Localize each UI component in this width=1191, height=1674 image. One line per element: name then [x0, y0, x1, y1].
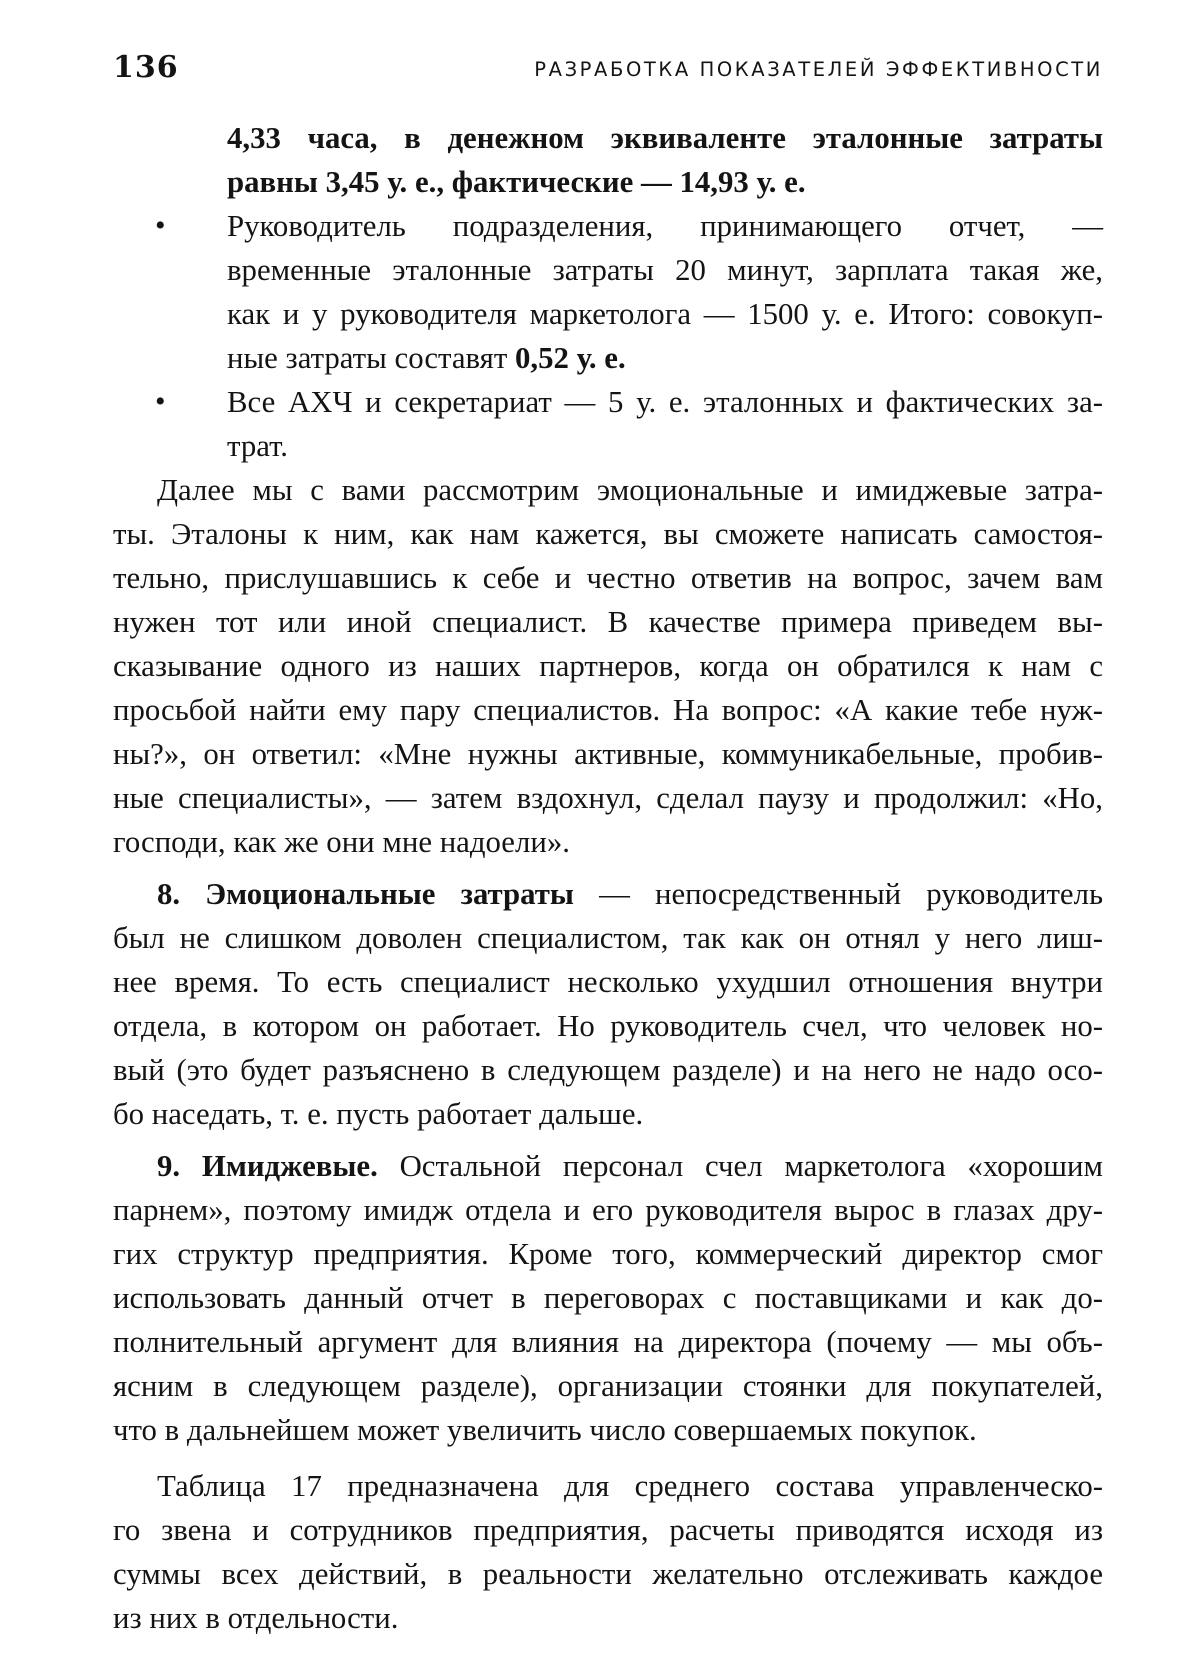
bullet-icon: • [155, 385, 166, 418]
text-line: ты. Эталоны к ним, как нам кажется, вы сможете написать самостоя- [113, 517, 1103, 551]
paragraph [113, 1144, 1103, 1452]
text-line: сказывание одного из наших партнеров, когда он обратился к нам с [113, 649, 1103, 683]
text-line: Таблица 17 предназначена для среднего состава управленческо- [157, 1469, 1103, 1503]
text-line [113, 1144, 1103, 1188]
page-number: 136 [113, 50, 179, 85]
text-line [113, 160, 1103, 204]
text-line: ные специалисты», — затем вздохнул, сделал паузу и продолжил: «Но, [113, 781, 1103, 815]
text-line: нее время. То есть специалист несколько ухудшил отношения внутри [113, 965, 1103, 999]
bold-text: 8. Эмоциональные затраты [157, 877, 574, 911]
text-line: Руководитель подразделения, принимающего отчет, — [227, 209, 1103, 243]
text-line: отдела, в котором он работает. Но руководитель счел, что человек но- [113, 1009, 1103, 1043]
text-line: использовать данный отчет в переговорах с поставщиками и как до- [113, 1281, 1103, 1315]
text-line: господи, как же они мне надоели». [113, 825, 570, 859]
text-span: ные затраты составят [227, 341, 515, 375]
text-line [113, 336, 1103, 380]
text-line: парнем», поэтому имидж отдела и его руководителя вырос в глазах дру- [113, 1193, 1103, 1227]
text-line: Все АХЧ и секретариат — 5 у. е. эталонных и фактических за- [227, 385, 1103, 419]
text-line: суммы всех действий, в реальности желательно отслеживать каждое [113, 1557, 1103, 1591]
text-span: — непосредственный руководитель [573, 877, 1103, 911]
text-line: ны?», он ответил: «Мне нужны активные, коммуникабельные, пробив- [113, 737, 1103, 771]
bullet-item [113, 204, 1103, 380]
paragraph [113, 1464, 1103, 1640]
bullet-item [113, 380, 1103, 468]
bold-text: равны 3,45 у. е., фактические — 14,93 у. е. [227, 165, 806, 199]
text-line: тельно, прислушавшись к себе и честно ответив на вопрос, зачем вам [113, 561, 1103, 595]
text-line: трат. [227, 429, 288, 463]
text-line [113, 872, 1103, 916]
text-line: полнительный аргумент для влияния на директора (почему — мы объ- [113, 1325, 1103, 1359]
text-span: Остальной персонал счел маркетолога «хорошим [377, 1149, 1103, 1183]
text-line: как и у руководителя маркетолога — 1500 у. е. Итого: совокуп- [227, 297, 1103, 331]
text-line: го звена и сотрудников предприятия, расчеты приводятся исходя из [113, 1513, 1103, 1547]
paragraph [113, 872, 1103, 1136]
text-line: из них в отдельности. [113, 1601, 399, 1635]
text-line: был не слишком доволен специалистом, так как он отнял у него лиш- [113, 921, 1103, 955]
text-line: ясним в следующем разделе), организации стоянки для покупателей, [113, 1369, 1103, 1403]
text-line: что в дальнейшем может увеличить число совершаемых покупок. [113, 1413, 977, 1447]
paragraph [113, 468, 1103, 864]
text-line: временные эталонные затраты 20 минут, зарплата такая же, [227, 253, 1103, 287]
text-line: нужен тот или иной специалист. В качестве примера приведем вы- [113, 605, 1103, 639]
text-line: бо наседать, т. е. пусть работает дальше. [113, 1097, 644, 1131]
bold-text: 4,33 часа, в денежном эквиваленте эталонные затраты [227, 121, 1103, 155]
text-line: просьбой найти ему пару специалистов. На вопрос: «А какие тебе нуж- [113, 693, 1103, 727]
page-body [113, 116, 1103, 1640]
page-header [113, 50, 1103, 90]
text-line [113, 116, 1103, 160]
bold-text: 0,52 у. е. [515, 341, 626, 375]
running-head: РАЗРАБОТКА ПОКАЗАТЕЛЕЙ ЭФФЕКТИВНОСТИ [534, 58, 1103, 81]
text-line: Далее мы с вами рассмотрим эмоциональные и имиджевые затра- [157, 473, 1103, 507]
text-line: вый (это будет разъяснено в следующем разделе) и на него не надо осо- [113, 1053, 1103, 1087]
bullet-icon: • [155, 209, 166, 242]
bold-text: 9. Имиджевые. [157, 1149, 378, 1183]
text-line: гих структур предприятия. Кроме того, коммерческий директор смог [113, 1237, 1103, 1271]
